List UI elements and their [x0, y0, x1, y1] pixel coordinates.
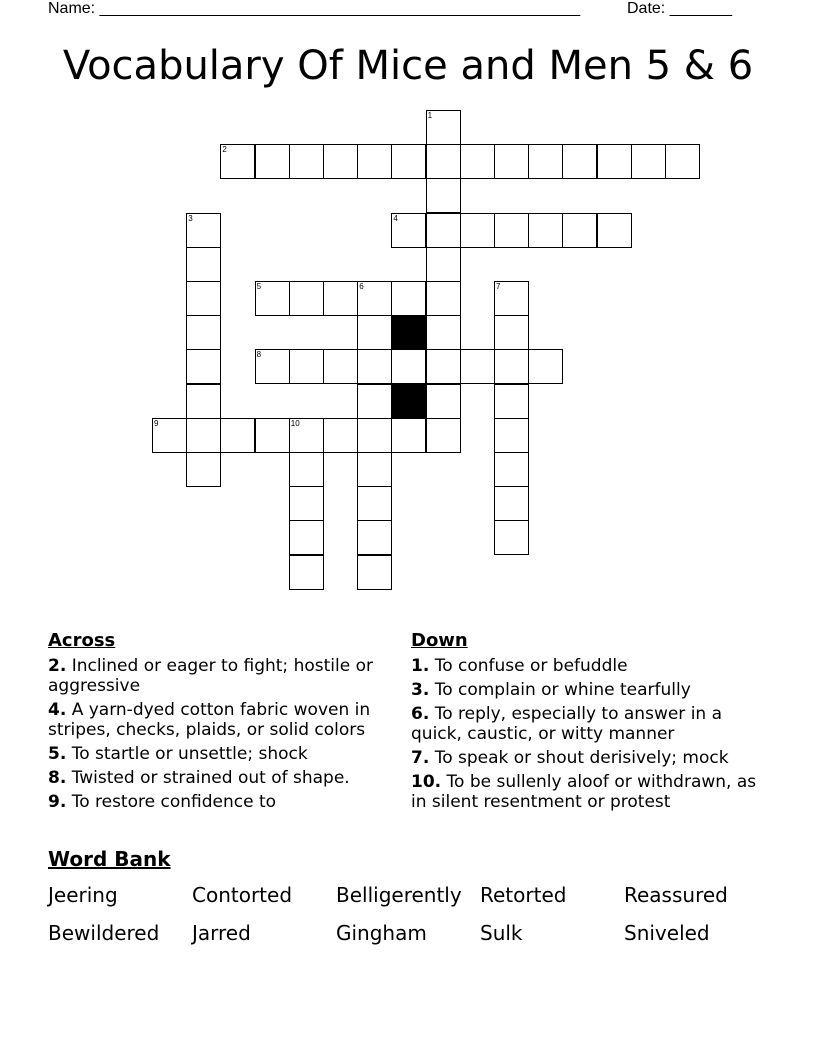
clue-text: To complain or whine tearfully — [434, 680, 691, 700]
crossword-cell[interactable] — [186, 384, 221, 419]
crossword-cell[interactable] — [323, 281, 358, 316]
clue-number: 1. — [411, 656, 430, 676]
crossword-cell[interactable] — [391, 349, 426, 384]
clue-number: 6. — [411, 704, 430, 724]
crossword-cell[interactable] — [426, 418, 461, 453]
crossword-cell[interactable] — [152, 418, 187, 453]
crossword-cell[interactable] — [289, 144, 324, 179]
clue-number-label: 1 — [427, 111, 433, 120]
crossword-cell[interactable] — [289, 486, 324, 521]
crossword-cell[interactable] — [255, 349, 290, 384]
crossword-cell[interactable] — [426, 110, 461, 145]
crossword-block — [391, 384, 426, 419]
word-bank-item: Sulk — [480, 921, 523, 945]
down-clue — [411, 680, 766, 700]
crossword-cell[interactable] — [357, 349, 392, 384]
crossword-block — [391, 315, 426, 350]
word-bank-item: Jarred — [192, 921, 251, 945]
down-heading: Down — [411, 630, 468, 651]
word-bank — [48, 882, 768, 946]
crossword-cell[interactable] — [391, 418, 426, 453]
down-clue — [411, 772, 766, 812]
crossword-cell[interactable] — [357, 555, 392, 590]
crossword-cell[interactable] — [186, 315, 221, 350]
crossword-cell[interactable] — [289, 555, 324, 590]
crossword-cell[interactable] — [562, 213, 597, 248]
clue-text: To startle or unsettle; shock — [71, 744, 308, 764]
clue-number: 10. — [411, 772, 442, 792]
clue-number: 2. — [48, 656, 67, 676]
crossword-cell[interactable] — [426, 178, 461, 213]
crossword-cell[interactable] — [528, 213, 563, 248]
clue-text: To speak or shout derisively; mock — [434, 748, 729, 768]
crossword-cell[interactable] — [426, 315, 461, 350]
down-clues — [411, 630, 766, 816]
crossword-cell[interactable] — [186, 213, 221, 248]
clue-text: A yarn-dyed cotton fabric woven in stripes, checks, plaids, or solid colors — [48, 700, 371, 740]
clue-number-label: 3 — [188, 213, 193, 223]
clue-number-label: 9 — [154, 418, 159, 428]
crossword-cell[interactable] — [391, 213, 426, 248]
crossword-cell[interactable] — [460, 349, 495, 384]
crossword-cell[interactable] — [494, 452, 529, 487]
crossword-cell[interactable] — [494, 213, 529, 248]
word-bank-item: Contorted — [192, 883, 293, 907]
word-bank-title: Word Bank — [48, 847, 171, 871]
across-clue — [48, 792, 408, 812]
crossword-cell[interactable] — [426, 213, 461, 248]
crossword-cell[interactable] — [357, 384, 392, 419]
crossword-cell[interactable] — [494, 486, 529, 521]
word-bank-item: Reassured — [624, 883, 728, 907]
clue-number-label: 6 — [359, 282, 364, 291]
across-clue — [48, 744, 408, 764]
crossword-cell[interactable] — [528, 349, 563, 384]
crossword-cell[interactable] — [528, 144, 563, 179]
crossword-cell[interactable] — [357, 520, 392, 555]
crossword-cell[interactable] — [460, 144, 495, 179]
crossword-cell[interactable] — [289, 418, 324, 453]
crossword-cell[interactable] — [426, 144, 461, 179]
crossword-cell[interactable] — [426, 349, 461, 384]
name-line: Name: ______________________________________________________ — [48, 0, 581, 17]
clue-number-label: 7 — [496, 282, 501, 291]
crossword-cell[interactable] — [597, 144, 632, 179]
clue-text: To restore confidence to — [71, 792, 277, 812]
word-bank-item: Belligerently — [336, 883, 462, 907]
clue-number-label: 10 — [290, 418, 300, 428]
clue-number: 5. — [48, 744, 67, 764]
crossword-cell[interactable] — [460, 213, 495, 248]
crossword-cell[interactable] — [357, 144, 392, 179]
crossword-cell[interactable] — [323, 144, 358, 179]
crossword-cell[interactable] — [357, 418, 392, 453]
crossword-cell[interactable] — [357, 281, 392, 316]
crossword-cell[interactable] — [289, 349, 324, 384]
crossword-cell[interactable] — [186, 247, 221, 282]
word-bank-item: Retorted — [480, 883, 567, 907]
crossword-cell[interactable] — [494, 144, 529, 179]
crossword-cell[interactable] — [323, 349, 358, 384]
word-bank-item: Jeering — [48, 883, 118, 907]
down-clue — [411, 748, 766, 768]
crossword-cell[interactable] — [186, 349, 221, 384]
across-clue — [48, 656, 408, 696]
crossword-cell[interactable] — [186, 452, 221, 487]
crossword-cell[interactable] — [357, 452, 392, 487]
date-line: Date: _______ — [627, 0, 732, 17]
clue-number: 9. — [48, 792, 67, 812]
clue-number: 4. — [48, 700, 67, 720]
crossword-cell[interactable] — [494, 384, 529, 419]
clue-text: To reply, especially to answer in a quick, caustic, or witty manner — [411, 704, 723, 744]
across-clue — [48, 768, 408, 788]
crossword-cell[interactable] — [255, 144, 290, 179]
crossword-cell[interactable] — [494, 349, 529, 384]
crossword-cell[interactable] — [289, 520, 324, 555]
crossword-cell[interactable] — [494, 418, 529, 453]
crossword-cell[interactable] — [494, 281, 529, 316]
crossword-cell[interactable] — [426, 384, 461, 419]
clue-text: Inclined or eager to fight; hostile or aggressive — [48, 656, 373, 696]
across-heading: Across — [48, 630, 116, 651]
across-clues — [48, 630, 408, 816]
word-bank-item: Bewildered — [48, 921, 160, 945]
page-title: Vocabulary Of Mice and Men 5 & 6 — [62, 43, 754, 89]
crossword-cell[interactable] — [597, 213, 632, 248]
down-clue — [411, 704, 766, 744]
crossword-cell[interactable] — [494, 520, 529, 555]
crossword-cell[interactable] — [220, 418, 255, 453]
crossword-cell[interactable] — [323, 418, 358, 453]
crossword-cell[interactable] — [494, 315, 529, 350]
crossword-cell[interactable] — [186, 418, 221, 453]
clue-number: 8. — [48, 768, 67, 788]
word-bank-item: Gingham — [336, 921, 427, 945]
crossword-cell[interactable] — [289, 281, 324, 316]
crossword-cell[interactable] — [426, 247, 461, 282]
crossword-cell[interactable] — [391, 144, 426, 179]
crossword-cell[interactable] — [186, 281, 221, 316]
crossword-cell[interactable] — [220, 144, 255, 179]
crossword-cell[interactable] — [357, 486, 392, 521]
clue-number-label: 2 — [222, 145, 227, 155]
clue-number-label: 8 — [256, 350, 262, 360]
clue-text: To confuse or befuddle — [434, 656, 628, 676]
crossword-cell[interactable] — [255, 281, 290, 316]
across-clue — [48, 700, 408, 740]
crossword-cell[interactable] — [289, 452, 324, 487]
crossword-cell[interactable] — [391, 281, 426, 316]
clue-number: 3. — [411, 680, 430, 700]
crossword-cell[interactable] — [665, 144, 700, 179]
clue-text: To be sullenly aloof or withdrawn, as in silent resentment or protest — [411, 772, 757, 812]
clue-number-label: 4 — [393, 213, 398, 223]
clue-text: Twisted or strained out of shape. — [71, 768, 350, 788]
crossword-cell[interactable] — [255, 418, 290, 453]
crossword-cell[interactable] — [426, 281, 461, 316]
clue-number-label: 5 — [256, 282, 262, 291]
crossword-cell[interactable] — [562, 144, 597, 179]
word-bank-item: Sniveled — [624, 921, 710, 945]
clue-number: 7. — [411, 748, 430, 768]
crossword-cell[interactable] — [357, 315, 392, 350]
down-clue — [411, 656, 766, 676]
crossword-cell[interactable] — [631, 144, 666, 179]
